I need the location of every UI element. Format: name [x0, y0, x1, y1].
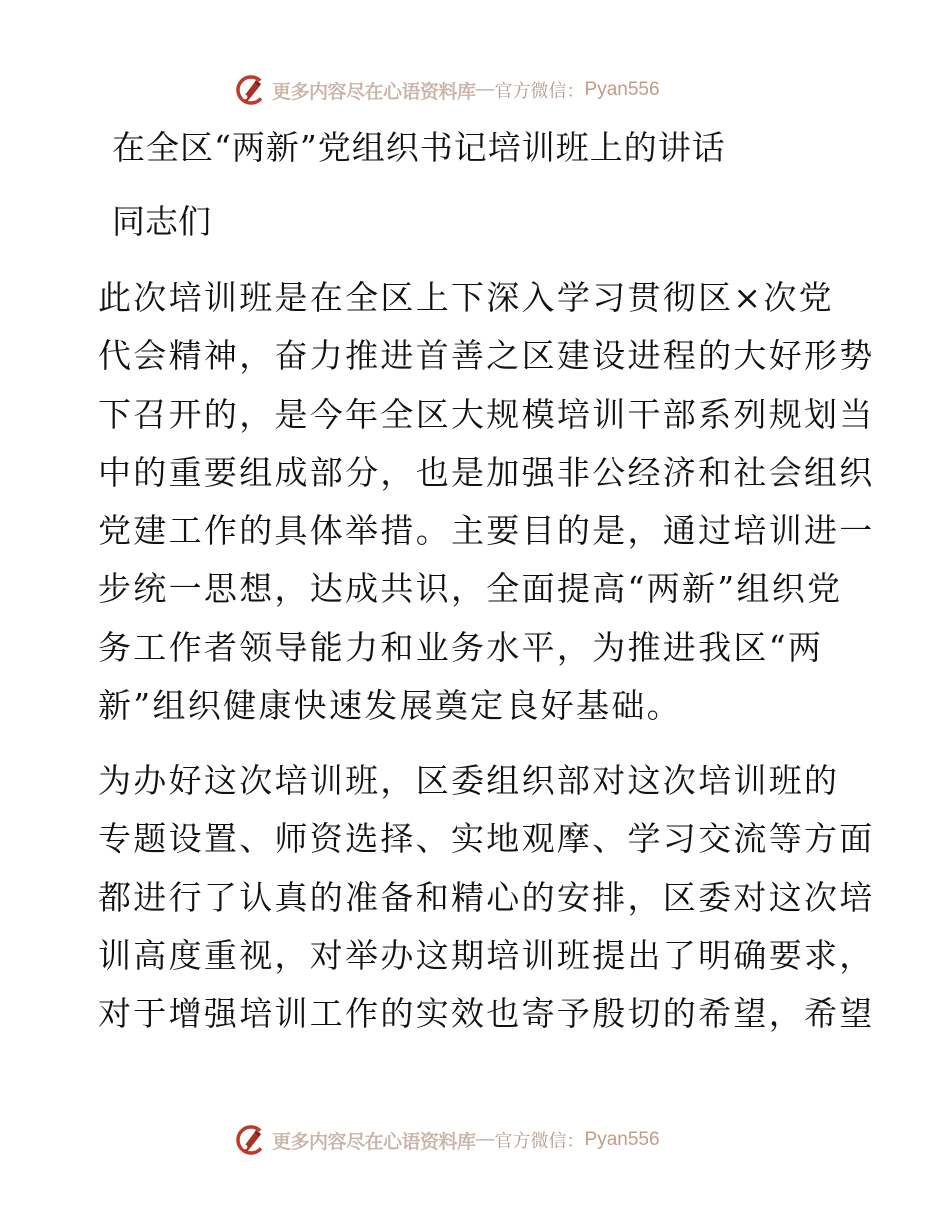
logo-icon: [234, 1123, 268, 1157]
paragraph-line: 都进行了认真的准备和精心的安排，区委对这次培: [98, 877, 875, 917]
paragraph-line: 代会精神，奋力推进首善之区建设进程的大好形势: [98, 336, 875, 376]
banner-separator: —: [475, 79, 495, 100]
paragraph-1: [98, 269, 875, 735]
paragraph-line: 此次培训班是在全区上下深入学习贯彻区×次党: [98, 278, 834, 317]
paragraph-line: 中的重要组成部分，也是加强非公经济和社会组织: [98, 452, 875, 492]
header-banner: [234, 72, 660, 108]
paragraph-line: 下召开的，是今年全区大规模培训干部系列规划当: [98, 394, 875, 434]
banner-wechat-id: Pyan556: [584, 79, 660, 100]
paragraph-line: 对于增强培训工作的实效也寄予殷切的希望，希望: [98, 994, 875, 1034]
paragraph-line: 新”组织健康快速发展奠定良好基础。: [98, 686, 682, 726]
banner-separator: —: [475, 1129, 495, 1150]
banner-wechat-label: 官方微信：: [494, 1131, 585, 1152]
banner-wechat-id: Pyan556: [584, 1129, 660, 1150]
paragraph-line: 训高度重视，对举办这期培训班提出了明确要求，: [98, 935, 875, 975]
paragraph-line: 为办好这次培训班，区委组织部对这次培训班的: [98, 761, 840, 800]
greeting: 同志们: [112, 202, 211, 241]
paragraph-line: 党建工作的具体举措。主要目的是，通过培训进一: [98, 511, 875, 551]
paragraph-line: 专题设置、师资选择、实地观摩、学习交流等方面: [98, 819, 875, 859]
banner-wechat-label: 官方微信：: [494, 81, 585, 102]
paragraph-line: 步统一思想，达成共识，全面提高“两新”组织党: [98, 569, 843, 609]
banner-main-text: 更多内容尽在心语资料库: [272, 80, 476, 103]
paragraph-line: 务工作者领导能力和业务水平，为推进我区“两: [98, 627, 824, 667]
footer-banner: [234, 1122, 660, 1158]
logo-icon: [234, 73, 268, 107]
banner-main-text: 更多内容尽在心语资料库: [272, 1130, 476, 1153]
paragraph-2: [98, 752, 875, 1043]
document-title: 在全区“两新”党组织书记培训班上的讲话: [112, 128, 726, 167]
